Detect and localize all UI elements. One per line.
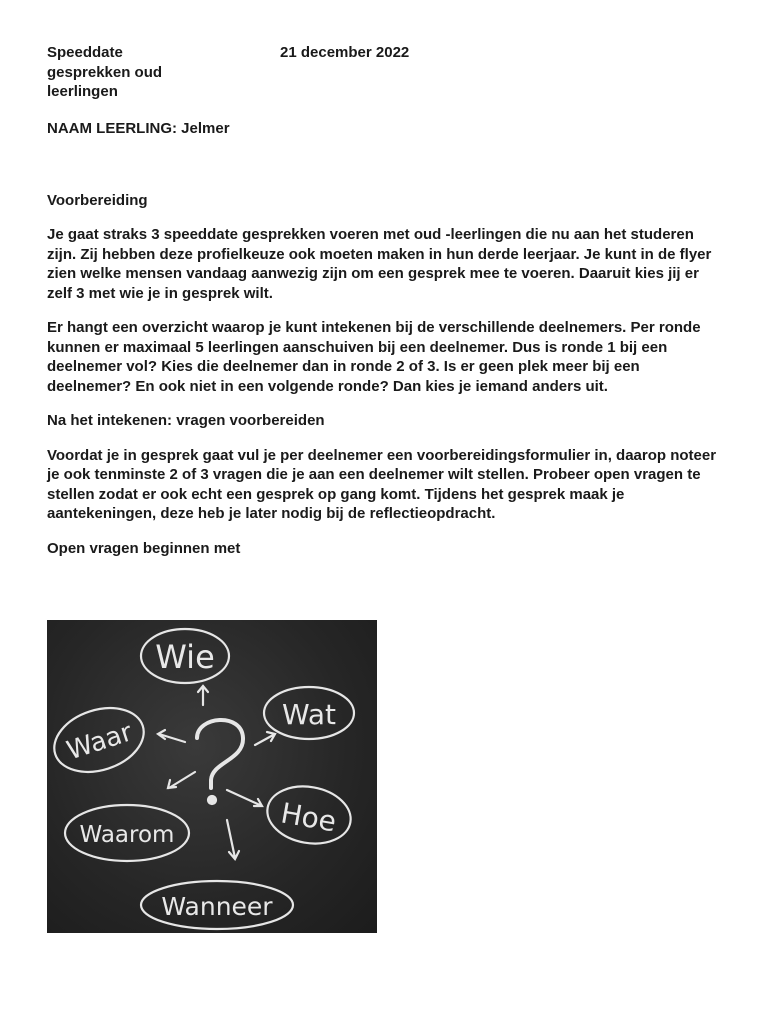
chalk-word-wanneer: Wanneer [161,892,273,921]
paragraph-signup: Er hangt een overzicht waarop je kunt intekenen bij de verschillende deelnemers. Per ronde kunnen er maximaal 5 leerlingen aanschuiven bij een deelnemer. Dus is ronde 1 bij een deelnemer vol? Kies die deelnemer dan in ronde 2 of 3. Is er geen plek meer bij een deelnemer? En ook niet in een volgende ronde? Dan kies je iemand anders uit. [47,319,701,395]
paragraph-intro: Je gaat straks 3 speeddate gesprekken voeren met oud -leerlingen die nu aan het studeren zijn. Zij hebben deze profielkeuze ook moeten maken in hun derde leerjaar. Je kunt in de flyer zien welke mensen vandaag aanwezig zijn om een gesprek mee te voeren. Daaruit kies jij er zelf 3 met wie je in gesprek wilt. [47,226,712,302]
sub-heading-prepare-questions: Na het intekenen: vragen voorbereiden [47,412,325,429]
chalkboard-image [47,620,377,933]
chalk-question-mark [197,720,243,788]
chalk-word-hoe: Hoe [278,796,339,839]
chalk-arrow-upright [255,732,275,745]
chalk-question-dot [208,796,216,804]
chalk-word-waarom: Waarom [79,822,175,848]
student-name-line: NAAM LEERLING: Jelmer [47,120,230,137]
chalk-word-waar: Waar [63,717,136,767]
chalk-arrow-down [227,820,239,859]
chalk-arrow-downleft [168,772,195,788]
document-date: 21 december 2022 [280,44,410,61]
chalk-word-wat: Wat [281,698,337,731]
open-questions-heading: Open vragen beginnen met [47,539,241,557]
chalk-arrow-right [227,790,262,806]
document-title: Speeddate gesprekken oud leerlingen [47,44,163,100]
chalk-word-wie: Wie [155,638,215,676]
document-header [47,43,737,103]
section-heading-voorbereiding: Voorbereiding [47,191,148,209]
chalk-arrow-up [198,686,208,705]
document-page [47,43,737,558]
chalk-arrow-upleft [158,730,185,742]
chalkboard-drawing [47,620,377,933]
paragraph-prepare: Voordat je in gesprek gaat vul je per deelnemer een voorbereidingsformulier in, daarop noteer je ook tenminste 2 of 3 vragen die je aan een deelnemer wilt stellen. Probeer open vragen te stellen zodat er ook echt een gesprek op gang komt. Tijdens het gesprek maak je aantekeningen, deze heb je later nodig bij de reflectieopdracht. [47,446,717,522]
